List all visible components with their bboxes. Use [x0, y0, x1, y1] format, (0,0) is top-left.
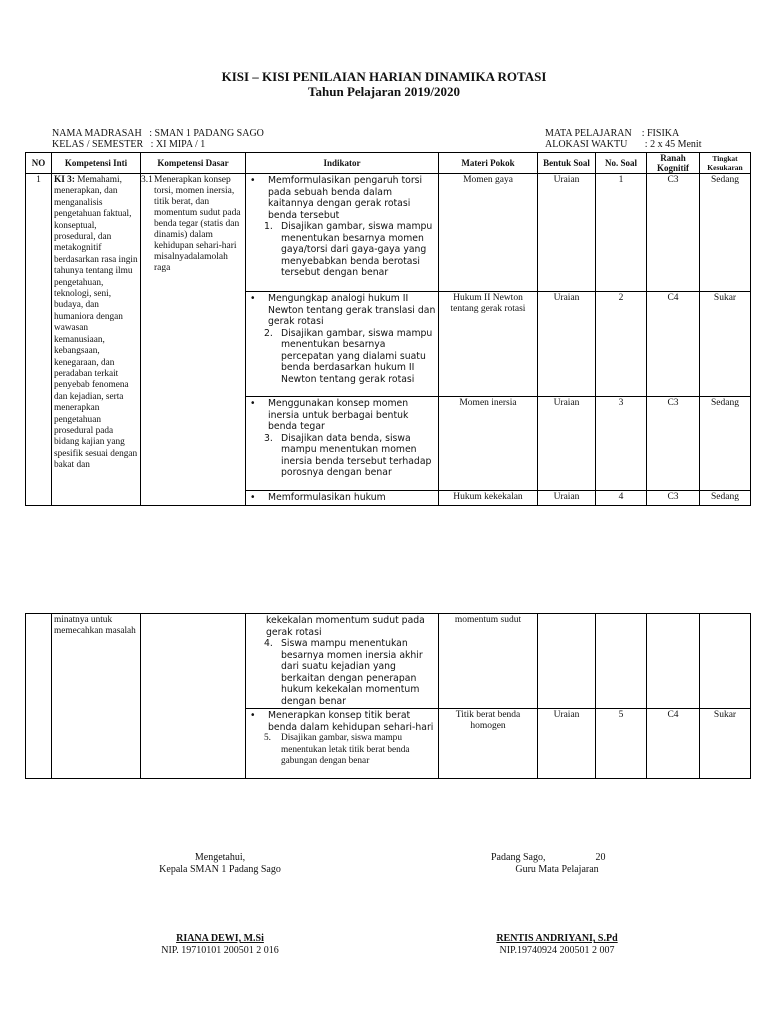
kisi-table-page2 [25, 613, 751, 779]
header-bentuk: Bentuk Soal [538, 153, 596, 174]
ki-text: Memahami, menerapkan, dan menganalisis pengetahuan faktual, konseptual, prosedural, dan metakognitif berdasarkan rasa ingin tahunya tentang ilmu pengetahuan, teknologi, seni, budaya, dan humaniora dengan wawasan kemanusiaan, kebangsaan, kenegaraan, dan peradaban terkait penyebab fenomena dan kejadian, serta menerapkan pengetahuan prosedural pada bidang kajian yang spesifik sesuai dengan bakat dan [54, 175, 138, 471]
sub-indikator-2: Disajikan gambar, siswa mampu menentukan besarnya percepatan yang dialami suatu benda berdasarkan hukum II Newton tentang gerak rotasi [281, 327, 433, 385]
indikator-cell-4: • Memformulasikan hukum [246, 491, 439, 506]
indikator-3: Menggunakan konsep momen inersia untuk berbagai bentuk benda tegar [268, 398, 409, 432]
info-alokasi: ALOKASI WAKTU : 2 x 45 Menit [545, 139, 702, 150]
kd-number: 3.1 [141, 175, 153, 185]
sign-right-name: RENTIS ANDRIYANI, S.Pd [496, 933, 618, 944]
info-madrasah: NAMA MADRASAH : SMAN 1 PADANG SAGO [52, 128, 264, 139]
sign-right-role: Guru Mata Pelajaran [515, 864, 599, 875]
ranah-1: C3 [647, 174, 700, 292]
sub-number-3: 3. [264, 432, 273, 444]
sub-indikator-1: Disajikan gambar, siswa mampu menentukan besarnya momen gaya/torsi dari gaya-gaya yang menyebabkan benda berotasi tersebut dengan benar [281, 221, 433, 278]
header-no: NO [26, 153, 52, 174]
materi-1: Momen gaya [439, 174, 538, 292]
sub-number-4: 4. [264, 638, 273, 649]
materi-3: Momen inersia [439, 397, 538, 491]
indikator-cell-4-cont [246, 614, 439, 709]
indikator-cell-1: • Memformulasikan pengaruh torsi pada sebuah benda dalam kaitannya dengan gerak rotasi benda tersebut 1. Disajikan gambar, siswa mampu menentukan besarnya momen gaya/torsi dari gaya-gaya yang menyebabkan benda berotasi tersebut dengan benar [246, 174, 439, 292]
kompetensi-inti-cont [52, 614, 141, 779]
tingkat-2: Sukar [700, 292, 751, 397]
sign-left-role: Kepala SMAN 1 Padang Sago [159, 864, 281, 875]
sub-indikator-3: Disajikan data benda, siswa mampu menentukan momen inersia benda tersebut terhadap porosnya dengan benar [281, 432, 432, 478]
tingkat-4-cont [700, 614, 751, 709]
indikator-4: Memformulasikan hukum [268, 492, 386, 503]
ranah-4: C3 [647, 491, 700, 506]
materi-2: Hukum II Newton tentang gerak rotasi [439, 292, 538, 397]
ranah-4-cont [647, 614, 700, 709]
nosoal-3: 3 [596, 397, 647, 491]
info-kelas: KELAS / SEMESTER : XI MIPA / 1 [52, 139, 206, 150]
sub-indikator-4: Siswa mampu menentukan besarnya momen inersia akhir dari suatu kejadian yang berkaitan dengan penerapan hukum kekekalan momentum dengan benar [281, 638, 423, 707]
ki-text-cont: minatnya untuk memecahkan masalah [54, 615, 136, 637]
header-ranah: Ranah Kognitif [647, 153, 700, 174]
tingkat-4: Sedang [700, 491, 751, 506]
document-title: KISI – KISI PENILAIAN HARIAN DINAMIKA ROTASI [221, 69, 547, 84]
indikator-2: Mengungkap analogi hukum II Newton tentang gerak translasi dan gerak rotasi [268, 293, 436, 327]
nosoal-1: 1 [596, 174, 647, 292]
row-number-cont [26, 614, 52, 779]
header-kd: Kompetensi Dasar [141, 153, 246, 174]
header-materi: Materi Pokok [439, 153, 538, 174]
sub-number-1: 1. [264, 221, 273, 232]
bentuk-4: Uraian [538, 491, 596, 506]
table-header-row [26, 153, 751, 174]
sign-right-nip: NIP.19740924 200501 2 007 [499, 945, 615, 956]
nosoal-2: 2 [596, 292, 647, 397]
indikator-cell-2: • Mengungkap analogi hukum II Newton tentang gerak translasi dan gerak rotasi 2. Disajikan gambar, siswa mampu menentukan besarnya percepatan yang dialami suatu benda berdasarkan hukum II Newton tentang gerak rotasi [246, 292, 439, 397]
sign-right-place-date: Padang Sago, 20 [491, 852, 606, 863]
materi-4-cont: momentum sudut [439, 614, 538, 709]
nosoal-4: 4 [596, 491, 647, 506]
table-row [26, 174, 751, 292]
kompetensi-dasar-cont [141, 614, 246, 779]
header-nosoal: No. Soal [596, 153, 647, 174]
bentuk-3: Uraian [538, 397, 596, 491]
document-subtitle: Tahun Pelajaran 2019/2020 [308, 84, 460, 99]
sign-left-nip: NIP. 19710101 200501 2 016 [161, 945, 279, 956]
indikator-cell-5: • Menerapkan konsep titik berat benda dalam kehidupan sehari-hari 5. Disajikan gambar, siswa mampu menentukan letak titik berat benda gabungan dengan benar [246, 709, 439, 779]
sub-number-2: 2. [264, 327, 273, 339]
ki-label: KI 3: [54, 175, 75, 185]
tingkat-1: Sedang [700, 174, 751, 292]
nosoal-5: 5 [596, 709, 647, 779]
indikator-1: Memformulasikan pengaruh torsi pada sebuah benda dalam kaitannya dengan gerak rotasi benda tersebut [268, 175, 423, 221]
row-number: 1 [26, 174, 52, 506]
indikator-4-cont: kekekalan momentum sudut pada gerak rotasi [266, 615, 425, 638]
header-ki: Kompetensi Inti [52, 153, 141, 174]
ranah-3: C3 [647, 397, 700, 491]
kd-text: Menerapkan konsep torsi, momen inersia, titik berat, dan momentum sudut pada benda tegar (statis dan dinamis) dalam kehidupan sehari-hari misalnyadalamolah raga [154, 175, 241, 273]
indikator-5: Menerapkan konsep titik berat benda dalam kehidupan sehari-hari [268, 710, 434, 733]
ranah-5: C4 [647, 709, 700, 779]
sign-left-greeting: Mengetahui, [194, 852, 246, 863]
header-tingkat: Tingkat Kesukaran [700, 153, 751, 174]
ranah-2: C4 [647, 292, 700, 397]
info-mapel: MATA PELAJARAN : FISIKA [545, 128, 680, 139]
sub-number-5: 5. [264, 733, 271, 743]
bentuk-1: Uraian [538, 174, 596, 292]
bentuk-2: Uraian [538, 292, 596, 397]
bentuk-5: Uraian [538, 709, 596, 779]
materi-5: Titik berat benda homogen [439, 709, 538, 779]
nosoal-4-cont [596, 614, 647, 709]
table-row [26, 614, 751, 709]
kompetensi-inti-cell [52, 174, 141, 506]
header-indikator: Indikator [246, 153, 439, 174]
kompetensi-dasar-cell [141, 174, 246, 506]
tingkat-5: Sukar [700, 709, 751, 779]
indikator-cell-3: • Menggunakan konsep momen inersia untuk berbagai bentuk benda tegar 3. Disajikan data benda, siswa mampu menentukan momen inersia benda tersebut terhadap porosnya dengan benar [246, 397, 439, 491]
bentuk-4-cont [538, 614, 596, 709]
materi-4: Hukum kekekalan [439, 491, 538, 506]
tingkat-3: Sedang [700, 397, 751, 491]
sub-indikator-5: Disajikan gambar, siswa mampu menentukan letak titik berat benda gabungan dengan benar [281, 733, 410, 766]
sign-left-name: RIANA DEWI, M.Si [176, 933, 264, 944]
kisi-table-page1 [25, 152, 751, 506]
